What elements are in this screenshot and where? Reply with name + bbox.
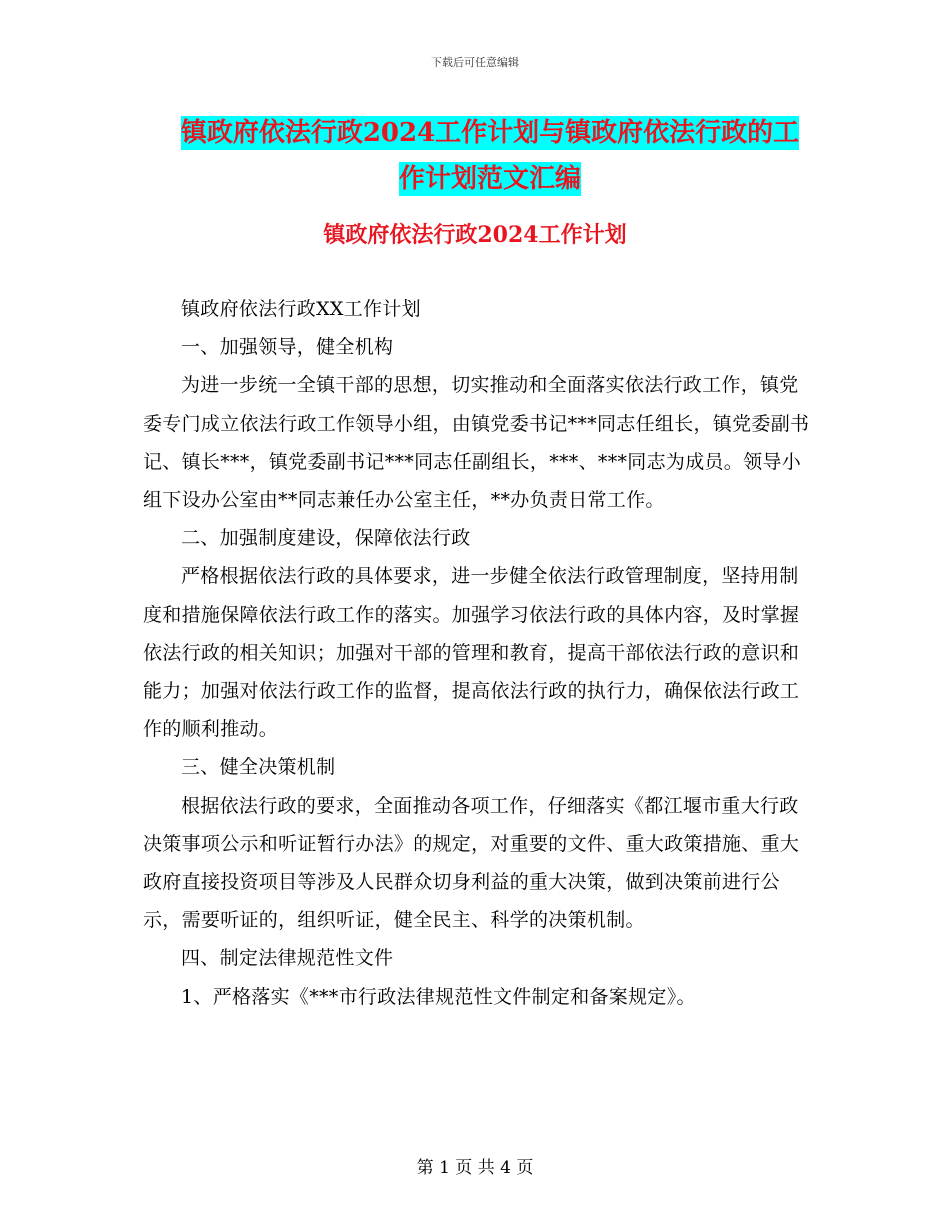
document-body xyxy=(143,290,813,1016)
page-number: 第 1 页 共 4 页 xyxy=(416,1158,534,1178)
paragraph: 根据依法行政的要求，全面推动各项工作，仔细落实《都江堰市重大行政决策事项公示和听证暂行办法》的规定，对重要的文件、重大政策措施、重大政府直接投资项目等涉及人民群众切身利益的重大决策，做到决策前进行公示，需要听证的，组织听证，健全民主、科学的决策机制。 xyxy=(143,794,800,932)
document-title xyxy=(140,110,840,202)
paragraph: 为进一步统一全镇干部的思想，切实推动和全面落实依法行政工作，镇党委专门成立依法行政工作领导小组，由镇党委书记***同志任组长，镇党委副书记、镇长***，镇党委副书记***同志任副组长，***、***同志为成员。领导小组下设办公室由**同志兼任办公室主任，**办负责日常工作。 xyxy=(143,374,810,512)
section-heading: 四、制定法律规范性文件 xyxy=(181,947,394,970)
section-heading: 一、加强领导，健全机构 xyxy=(181,336,394,359)
paragraph: 镇政府依法行政XX工作计划 xyxy=(181,298,421,320)
section-heading: 三、健全决策机制 xyxy=(181,756,336,779)
section-heading: 二、加强制度建设，保障依法行政 xyxy=(181,527,471,550)
section-title: 镇政府依法行政2024工作计划 xyxy=(323,222,627,248)
document-title-line-1: 镇政府依法行政2024工作计划与镇政府依法行政的工 xyxy=(180,118,800,148)
document-title-line-2: 作计划范文汇编 xyxy=(398,164,581,194)
paragraph: 严格根据依法行政的具体要求，进一步健全依法行政管理制度，坚持用制度和措施保障依法行政工作的落实。加强学习依法行政的具体内容，及时掌握依法行政的相关知识；加强对干部的管理和教育，提高干部依法行政的意识和能力；加强对依法行政工作的监督，提高依法行政的执行力，确保依法行政工作的顺利推动。 xyxy=(143,565,800,741)
paragraph: 1、严格落实《***市行政法律规范性文件制定和备案规定》。 xyxy=(181,985,696,1008)
header-note: 下载后可任意编辑 xyxy=(431,56,519,69)
